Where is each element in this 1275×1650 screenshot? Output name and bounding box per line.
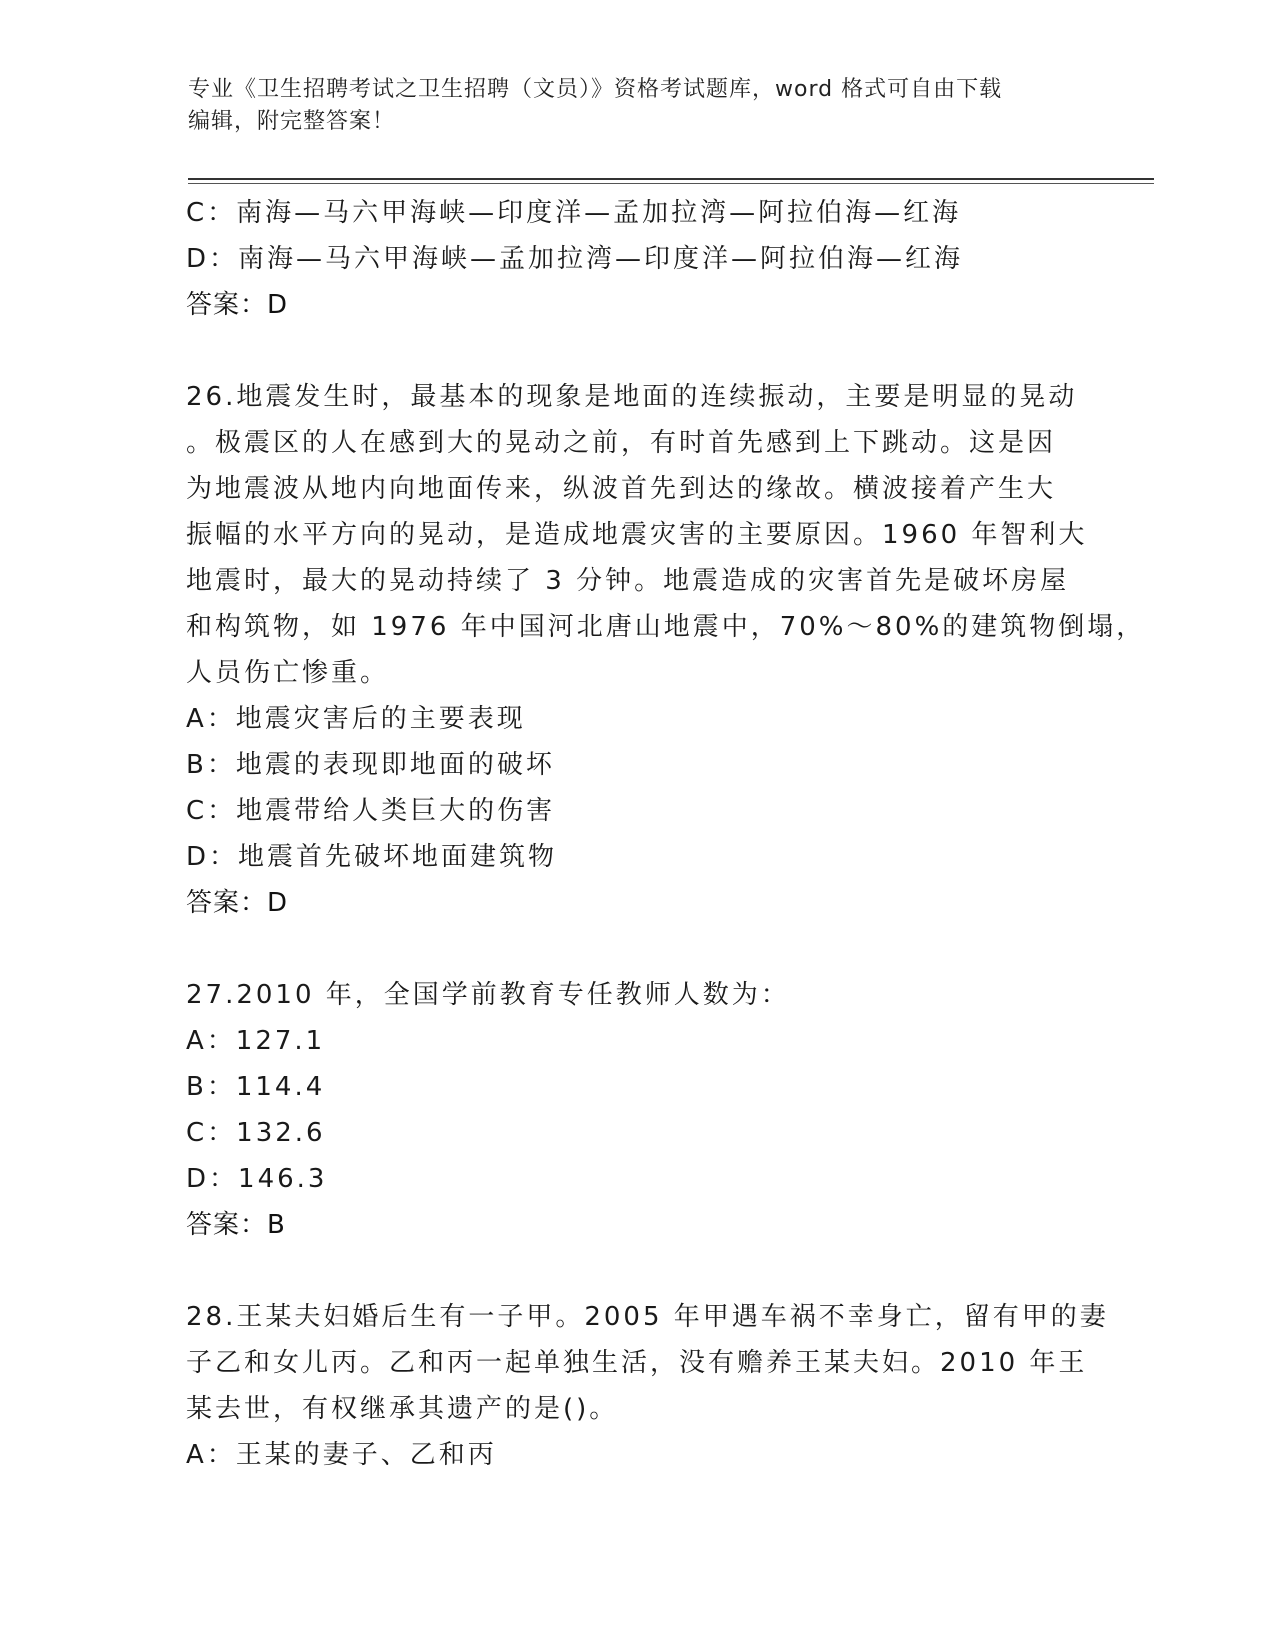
option-d: D：地震首先破坏地面建筑物 (186, 842, 558, 872)
stem-line: 。极震区的人在感到大的晃动之前，有时首先感到上下跳动。这是因 (186, 428, 1057, 458)
option-d: D：南海—马六甲海峡—孟加拉湾—印度洋—阿拉伯海—红海 (186, 244, 964, 274)
stem-line: 28.王某夫妇婚后生有一子甲。2005 年甲遇车祸不幸身亡，留有甲的妻 (186, 1302, 1109, 1332)
header-rule-thin (188, 183, 1154, 184)
answer: 答案：B (186, 1210, 286, 1240)
page-header (188, 74, 1068, 138)
option-c: C：132.6 (186, 1118, 326, 1148)
option-d: D：146.3 (186, 1164, 328, 1194)
page-content (186, 190, 1146, 1478)
stem-line: 地震时，最大的晃动持续了 3 分钟。地震造成的灾害首先是破坏房屋 (186, 566, 1070, 596)
spacer (186, 1248, 1086, 1294)
stem-line: 人员伤亡惨重。 (186, 658, 390, 688)
option-c: C：地震带给人类巨大的伤害 (186, 796, 556, 826)
option-b: B：114.4 (186, 1072, 326, 1102)
option-a: A：地震灾害后的主要表现 (186, 704, 526, 734)
option-b: B：地震的表现即地面的破坏 (186, 750, 555, 780)
stem-line: 某去世，有权继承其遗产的是()。 (186, 1394, 619, 1424)
stem-line: 振幅的水平方向的晃动，是造成地震灾害的主要原因。1960 年智利大 (186, 520, 1088, 550)
header-line-1: 专业《卫生招聘考试之卫生招聘（文员）》资格考试题库，word 格式可自由下载 (188, 77, 1003, 102)
option-a: A：王某的妻子、乙和丙 (186, 1440, 497, 1470)
option-a: A：127.1 (186, 1026, 326, 1056)
spacer (186, 328, 1086, 374)
question-28 (186, 1294, 1109, 1478)
stem-line: 为地震波从地内向地面传来，纵波首先到达的缘故。横波接着产生大 (186, 474, 1057, 504)
answer: 答案：D (186, 290, 289, 320)
stem-line: 26.地震发生时，最基本的现象是地面的连续振动，主要是明显的晃动 (186, 382, 1078, 412)
question-27 (186, 972, 1086, 1248)
question-stem (186, 374, 1146, 696)
stem-line: 和构筑物，如 1976 年中国河北唐山地震中，70%～80%的建筑物倒塌， (186, 612, 1146, 642)
stem-line: 子乙和女儿丙。乙和丙一起单独生活，没有赡养王某夫妇。2010 年王 (186, 1348, 1088, 1378)
answer: 答案：D (186, 888, 289, 918)
question-26 (186, 374, 1146, 926)
question-stem (186, 1294, 1109, 1432)
header-rule (188, 178, 1154, 180)
question-25 (186, 190, 1086, 328)
header-line-2: 编辑，附完整答案！ (188, 109, 396, 134)
option-c: C：南海—马六甲海峡—印度洋—孟加拉湾—阿拉伯海—红海 (186, 198, 962, 228)
question-stem: 27.2010 年，全国学前教育专任教师人数为： (186, 980, 790, 1010)
spacer (186, 926, 1086, 972)
